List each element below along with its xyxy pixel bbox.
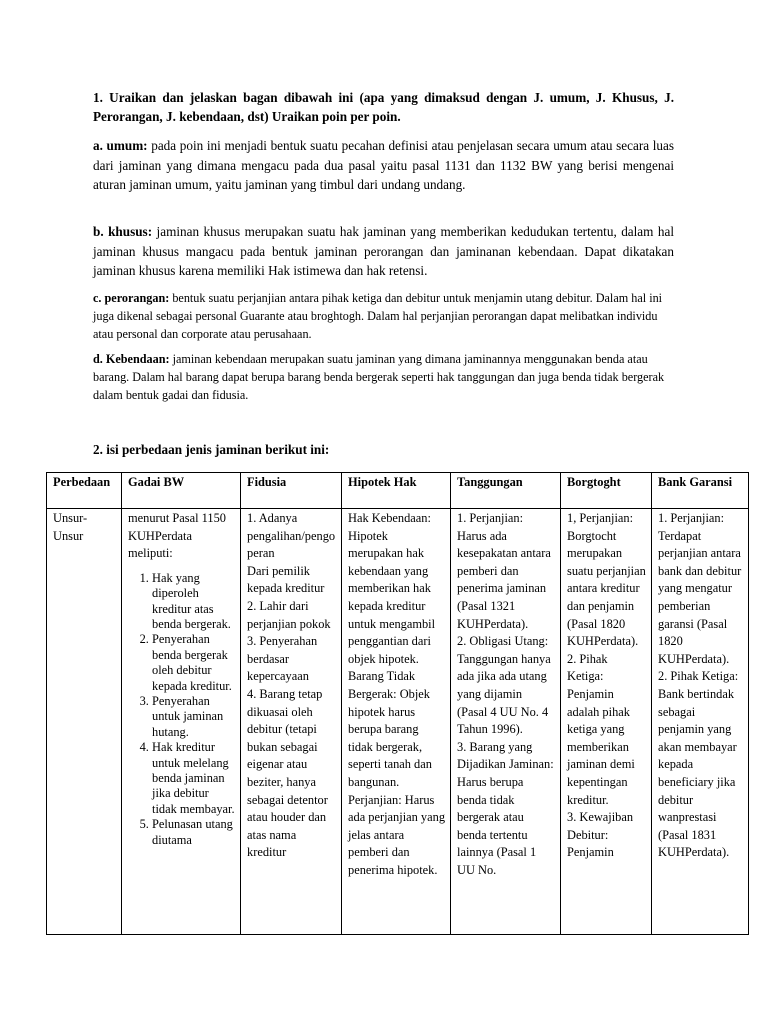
list-item: 5. Pelunasan utang diutama [152,817,235,848]
header-perbedaan: Perbedaan [47,473,122,509]
answer-umum [93,136,674,195]
table-header-row [47,473,749,509]
header-borgtoght: Borgtoght [561,473,652,509]
answer-kebendaan-text: jaminan kebendaan merupakan suatu jaminan yang dimana jaminannya menggunakan benda atau barang. Dalam hal barang dapat berupa barang benda bergerak seperti hak tanggungan dan juga benda tidak bergerak dalam bentuk gadai dan fidusia. [93,352,665,402]
list-item: 2. Penyerahan benda bergerak oleh debitur kepada kreditur. [152,632,235,694]
answer-khusus-label: b. khusus: [93,224,153,239]
list-item: 1. Hak yang diperoleh kreditur atas benda bergerak. [152,571,235,633]
row-label-unsur: Unsur-Unsur [47,509,122,935]
answer-khusus-text: jaminan khusus merupakan suatu hak jaminan yang memberikan kedudukan tertentu, dalam hal jaminan khusus mangacu pada bentuk jaminan perorangan dan jaminanan kebendaan. Dapat dikatakan jaminan khusus karena memiliki Hak istimewa dan hak retensi. [93,224,674,279]
answer-khusus [93,222,674,281]
header-gadai: Gadai BW [122,473,241,509]
answer-kebendaan [93,351,674,404]
gadai-intro: menurut Pasal 1150 KUHPerdata meliputi: [128,511,226,561]
answer-umum-label: a. umum: [93,138,148,153]
table-row [47,509,749,935]
gadai-list [128,571,235,848]
cell-fidusia: 1. Adanya pengalihan/pengoperan Dari pemilik kepada kreditur 2. Lahir dari perjanjian pokok 3. Penyerahan berdasar kepercayaan 4. Barang tetap dikuasai oleh debitur (tetapi bukan sebagai eigenar atau beziter, hanya sebagai detentor atau houder dan atas nama kreditur [241,509,342,935]
header-hipotek: Hipotek Hak [342,473,451,509]
header-fidusia: Fidusia [241,473,342,509]
header-bank: Bank Garansi [652,473,749,509]
comparison-table [46,472,749,935]
header-tanggungan: Tanggungan [451,473,561,509]
list-item: 3. Penyerahan untuk jaminan hutang. [152,694,235,740]
answer-perorangan-label: c. perorangan: [93,291,170,305]
cell-bank: 1. Perjanjian: Terdapat perjanjian antara bank dan debitur yang mengatur pemberian garansi (Pasal 1820 KUHPerdata). 2. Pihak Ketiga: Bank bertindak sebagai penjamin yang akan membayar kepada beneficiary jika debitur wanprestasi (Pasal 1831 KUHPerdata). [652,509,749,935]
list-item: 4. Hak kreditur untuk melelang benda jaminan jika debitur tidak membayar. [152,740,235,817]
cell-hipotek: Hak Kebendaan: Hipotek merupakan hak kebendaan yang memberikan hak kepada kreditur untuk mengambil penggantian dari objek hipotek. Barang Tidak Bergerak: Objek hipotek harus berupa barang tidak bergerak, seperti tanah dan bangunan. Perjanjian: Harus ada perjanjian yang jelas antara pemberi dan penerima hipotek. [342,509,451,935]
answer-umum-text: pada poin ini menjadi bentuk suatu pecahan definisi atau penjelasan secara umum atau secara luas dari jaminan yang dimana mengacu pada dua pasal yaitu pasal 1131 dan 1132 BW yang berisi mengenai aturan jaminan umum, yaitu jaminan yang timbul dari undang undang. [93,138,674,193]
answer-perorangan-text: bentuk suatu perjanjian antara pihak ketiga dan debitur untuk menjamin utang debitur. Dalam hal ini juga dikenal sebagai personal Guarante atau broghtogh. Dalam hal perjanjian perorangan dapat melibatkan individu atau personal dan corporate atau perusahaan. [93,291,663,341]
answer-kebendaan-label: d. Kebendaan: [93,352,170,366]
cell-gadai [122,509,241,935]
answer-perorangan [93,290,674,343]
question-2-heading: 2. isi perbedaan jenis jaminan berikut ini: [93,442,330,457]
cell-borgtoght: 1, Perjanjian: Borgtocht merupakan suatu perjanjian antara kreditur dan penjamin (Pasal 1820 KUHPerdata). 2. Pihak Ketiga: Penjamin adalah pihak ketiga yang memberikan jaminan demi kepentingan kreditur. 3. Kewajiban Debitur: Penjamin [561,509,652,935]
question-1-heading: 1. Uraikan dan jelaskan bagan dibawah ini (apa yang dimaksud dengan J. umum, J. Khusus, J. Perorangan, J. kebendaan, dst) Uraikan poin per poin. [93,90,674,124]
cell-tanggungan: 1. Perjanjian: Harus ada kesepakatan antara pemberi dan penerima jaminan (Pasal 1321 KUHPerdata). 2. Obligasi Utang: Tanggungan hanya ada jika ada utang yang dijamin (Pasal 4 UU No. 4 Tahun 1996). 3. Barang yang Dijadikan Jaminan: Harus berupa benda tidak bergerak atau benda tertentu lainnya (Pasal 1 UU No. [451,509,561,935]
